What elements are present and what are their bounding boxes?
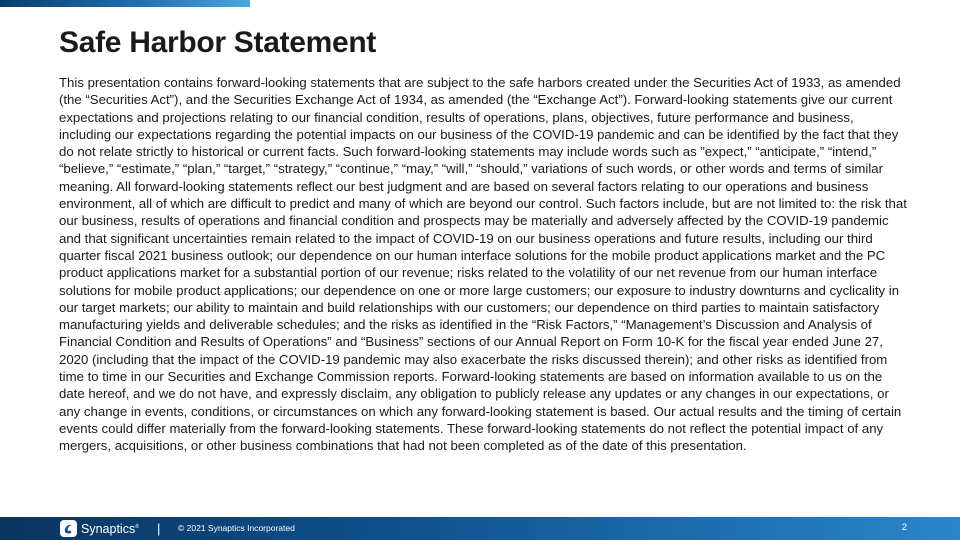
slide-title: Safe Harbor Statement (59, 26, 377, 59)
footer-bar (0, 517, 960, 540)
copyright-text: © 2021 Synaptics Incorporated (178, 523, 295, 533)
safe-harbor-body: This presentation contains forward-looking statements that are subject to the safe harbors created under the Securities Act of 1933, as amended (the “Securities Act”), and the Securities Exchange Act of 1934, as amended (the “Exchange Act”). Forward-looking statements give our current expectations and projections relating to our financial condition, results of operations, plans, objectives, future performance and business, including our expectations regarding the potential impacts on our business of the COVID-19 pandemic and can be identified by the fact that they do not relate strictly to historical or current facts. Such forward-looking statements may include words such as ”expect,” “anticipate,” “intend,” “believe,” “estimate,” “plan,” “target,” “strategy,” “continue,” “may,” “will,” “should,” variations of such words, or other words and terms of similar meaning. All forward-looking statements reflect our best judgment and are based on several factors relating to our operations and business environment, all of which are difficult to predict and many of which are beyond our control. Such factors include, but are not limited to: the risk that our business, results of operations and financial condition and prospects may be materially and adversely affected by the COVID-19 pandemic and that significant uncertainties remain related to the impact of COVID-19 on our business operations and future results, including our third quarter fiscal 2021 business outlook; our dependence on our human interface solutions for the mobile product applications market and the PC product applications market for a substantial portion of our revenue; risks related to the volatility of our net revenue from our human interface solutions for mobile product applications; our dependence on one or more large customers; our exposure to industry downturns and cyclicality in our target markets; our ability to maintain and build relationships with our customers; our dependence on third parties to maintain satisfactory manufacturing yields and deliverable schedules; and the risks as identified in the “Risk Factors,” “Management’s Discussion and Analysis of Financial Condition and Results of Operations” and “Business” sections of our Annual Report on Form 10-K for the fiscal year ended June 27, 2020 (including that the impact of the COVID-19 pandemic may also exacerbate the risks discussed therein); and other risks as identified from time to time in our Securities and Exchange Commission reports. Forward-looking statements are based on information available to us on the date hereof, and we do not have, and expressly disclaim, any obligation to publicly release any updates or any changes in our expectations, or any change in events, conditions, or circumstances on which any forward-looking statement is based. Our actual results and the timing of certain events could differ materially from the forward-looking statements. These forward-looking statements do not reflect the potential impact of any mergers, acquisitions, or other business combinations that had not been completed as of the date of this presentation. (59, 75, 907, 454)
footer-separator: | (157, 521, 161, 536)
page-number: 2 (901, 522, 907, 533)
synaptics-logo-icon (60, 520, 77, 537)
synaptics-logo (60, 519, 139, 538)
top-accent-bar (0, 0, 250, 7)
logo-text: Synaptics (81, 521, 136, 536)
registered-mark: ® (135, 523, 139, 530)
logo-wordmark (81, 522, 139, 536)
